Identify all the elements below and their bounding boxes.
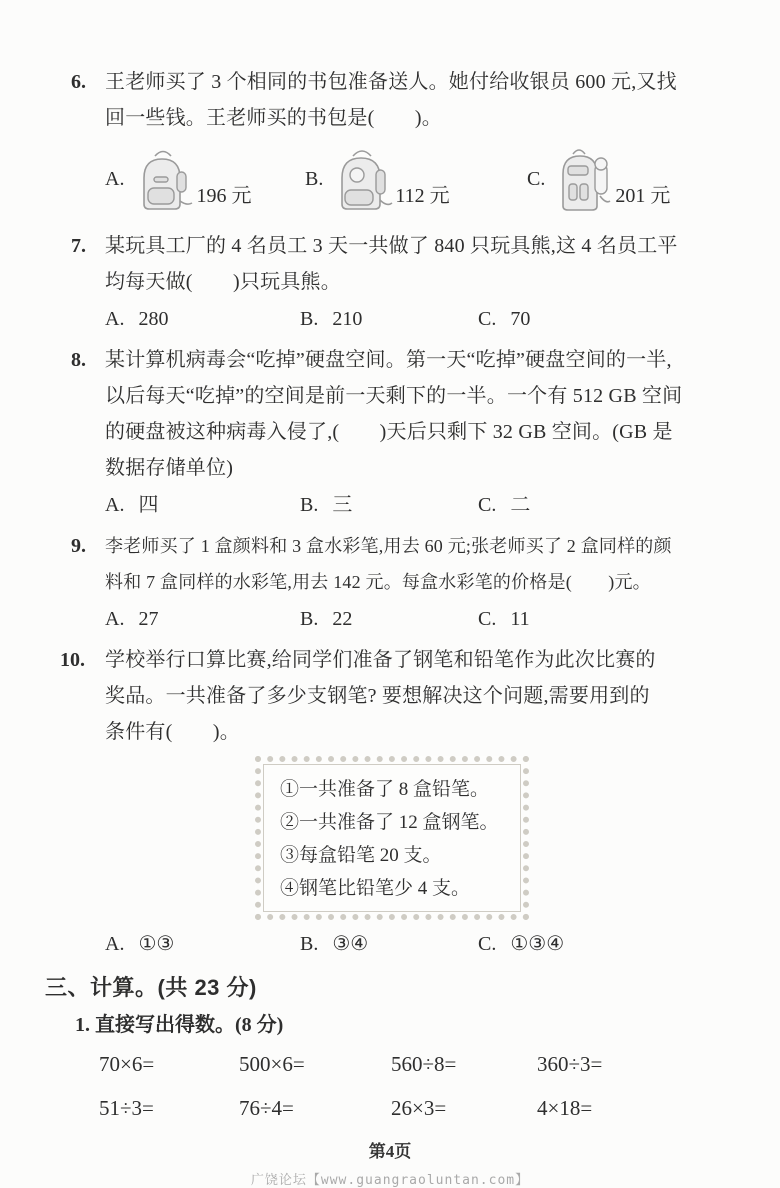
question-text-line: 某计算机病毒会“吃掉”硬盘空间。第一天“吃掉”硬盘空间的一半, [105,349,672,371]
conditions-box [255,756,529,920]
option-b: B. ③④ [300,933,369,955]
option-label: A. [105,167,125,190]
condition-item: ③每盒铅笔 20 支。 [280,845,442,866]
condition-item: ②一共准备了 12 盒钢笔。 [280,812,499,833]
option-b: B. 22 [300,608,353,630]
calc-expression: 560÷8= [391,1052,457,1076]
section-heading: 三、计算。(共 23 分) [45,975,257,1000]
option-a: A. ①③ [105,933,175,955]
question-text-line: 条件有( )。 [105,721,240,743]
question-number: 9. [71,535,86,557]
question-10-options [105,928,744,961]
question-7-options [105,303,744,336]
question-text-line: 王老师买了 3 个相同的书包准备送人。她付给收银员 600 元,又找 [105,71,677,93]
calc-expression: 500×6= [239,1052,305,1076]
option-a: A. 27 [105,608,159,630]
question-text-line: 李老师买了 1 盒颜料和 3 盒水彩笔,用去 60 元;张老师买了 2 盒同样的颜 [105,536,672,556]
option-price: 112 元 [395,185,450,207]
option-price: 201 元 [615,185,671,207]
question-text-line: 数据存储单位) [105,457,234,479]
question-8 [71,342,744,522]
option-c: C. 11 [478,608,530,630]
calc-expression: 76÷4= [239,1096,294,1120]
question-number: 8. [71,349,86,371]
question-text-line: 均每天做( )只玩具熊。 [105,271,341,293]
question-number: 6. [71,71,86,93]
question-9-options [105,603,744,636]
calc-expression: 70×6= [99,1052,155,1076]
page-number: 第4页 [368,1142,412,1161]
question-6 [71,64,744,218]
question-7 [71,228,744,336]
watermark: 广饶论坛【www.guangraoluntan.com】 [250,1173,530,1188]
option-c [527,144,670,214]
subsection-heading: 1. 直接写出得数。(8 分) [75,1014,284,1036]
option-b: B. 三 [300,494,353,516]
option-a: A. 280 [105,308,169,330]
backpack-b-image [331,144,393,214]
condition-item: ①一共准备了 8 盒铅笔。 [280,779,490,800]
question-text-line: 以后每天“吃掉”的空间是前一天剩下的一半。一个有 512 GB 空间 [105,385,683,407]
question-6-options [105,140,744,218]
calc-expression: 26×3= [391,1096,447,1120]
question-text-line: 料和 7 盒同样的水彩笔,用去 142 元。每盒水彩笔的价格是( )元。 [105,572,651,592]
option-a: A. 四 [105,494,159,516]
calc-expression: 51÷3= [99,1096,154,1120]
question-text-line: 奖品。一共准备了多少支钢笔? 要想解决这个问题,需要用到的 [105,685,650,707]
question-number: 7. [71,235,86,257]
calc-expression: 360÷3= [537,1052,603,1076]
calc-row-2 [99,1093,744,1123]
question-10 [60,642,744,961]
question-8-options [105,489,744,522]
backpack-c-image [553,144,613,214]
conditions-box-inner [263,764,521,912]
option-b [305,144,527,214]
question-text-line: 回一些钱。王老师买的书包是( )。 [105,107,442,129]
option-c: C. 二 [478,494,531,516]
calc-row-1 [99,1049,744,1079]
option-c: C. ①③④ [478,933,565,955]
option-price: 196 元 [196,185,252,207]
question-text-line: 的硬盘被这种病毒入侵了,( )天后只剩下 32 GB 空间。(GB 是 [105,421,673,443]
calc-expression: 4×18= [537,1096,593,1120]
option-label: B. [305,167,324,190]
question-text-line: 某玩具工厂的 4 名员工 3 天一共做了 840 只玩具熊,这 4 名员工平 [105,235,678,257]
option-c: C. 70 [478,308,531,330]
backpack-a-image [132,144,194,214]
question-9 [71,528,744,636]
question-number: 10. [60,649,85,671]
option-label: C. [527,167,546,190]
option-b: B. 210 [300,308,363,330]
option-a [105,144,305,214]
question-text-line: 学校举行口算比赛,给同学们准备了钢笔和铅笔作为此次比赛的 [105,649,656,671]
condition-item: ④钢笔比铅笔少 4 支。 [280,878,471,899]
